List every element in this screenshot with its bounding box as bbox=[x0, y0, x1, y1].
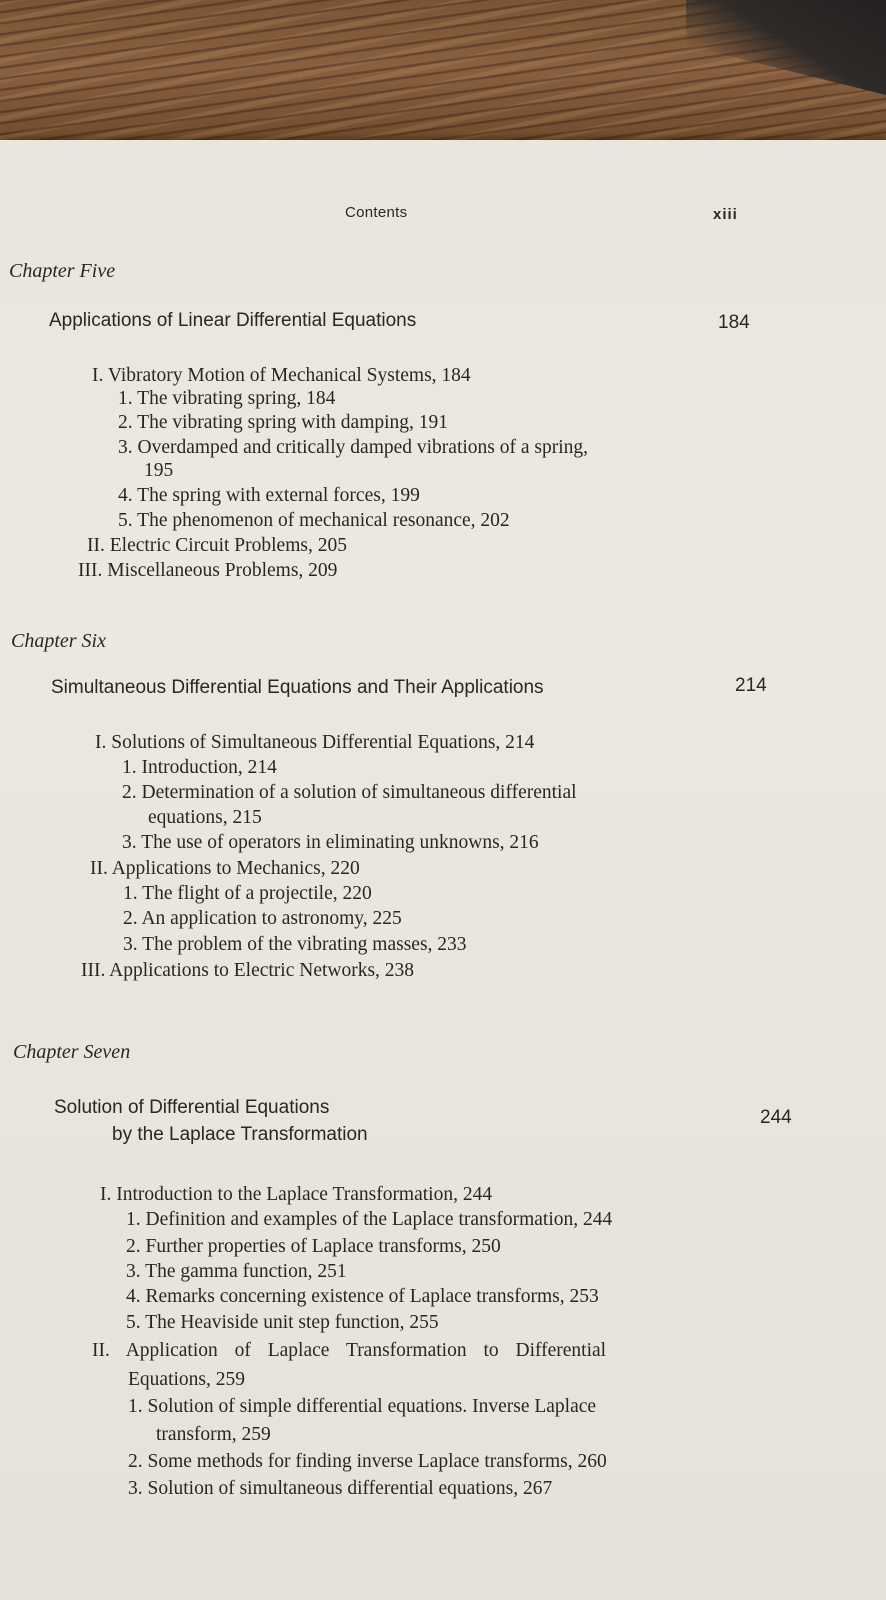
chapter-page-number: 244 bbox=[760, 1107, 792, 1128]
toc-subsection-entry bbox=[118, 510, 510, 532]
entry-text: Introduction, 214 bbox=[141, 757, 277, 778]
entry-numeral: 3. bbox=[118, 437, 133, 458]
toc-subsection-entry bbox=[118, 485, 420, 507]
entry-numeral: 4. bbox=[118, 485, 133, 506]
entry-numeral: 2. bbox=[123, 908, 138, 929]
entry-text: The flight of a projectile, 220 bbox=[142, 883, 372, 904]
entry-text: The vibrating spring with damping, 191 bbox=[137, 412, 449, 433]
toc-subsection-entry bbox=[123, 934, 467, 956]
toc-subsection-entry bbox=[126, 1209, 612, 1231]
entry-text: Electric Circuit Problems, 205 bbox=[109, 535, 347, 556]
entry-numeral: 3. bbox=[128, 1478, 143, 1499]
entry-numeral: 1. bbox=[118, 388, 133, 409]
entry-text: The problem of the vibrating masses, 233 bbox=[142, 934, 467, 955]
toc-subsection-entry bbox=[128, 1451, 607, 1473]
toc-subsection-entry bbox=[128, 1478, 552, 1500]
entry-numeral: 3. bbox=[122, 832, 137, 853]
entry-numeral: 2. bbox=[118, 412, 133, 433]
entry-text: Introduction to the Laplace Transformation, 244 bbox=[116, 1184, 493, 1205]
entry-numeral: II. bbox=[90, 858, 108, 879]
toc-subsection-entry bbox=[128, 1396, 596, 1418]
entry-numeral: 4. bbox=[126, 1286, 141, 1307]
chapter-page-number: 214 bbox=[735, 675, 767, 696]
entry-text: Vibratory Motion of Mechanical Systems, 184 bbox=[107, 365, 471, 386]
toc-section-entry bbox=[87, 535, 347, 557]
entry-numeral: 2. bbox=[128, 1451, 143, 1472]
chapter-label: Chapter Five bbox=[9, 260, 116, 282]
toc-subsection-entry bbox=[126, 1261, 347, 1283]
entry-numeral: 5. bbox=[126, 1312, 141, 1333]
chapter-title: Applications of Linear Differential Equations bbox=[49, 310, 417, 331]
toc-section-entry bbox=[100, 1184, 492, 1206]
entry-text: The gamma function, 251 bbox=[145, 1261, 347, 1282]
entry-text: Solution of simultaneous differential equations, 267 bbox=[147, 1478, 553, 1499]
entry-numeral: 1. bbox=[122, 757, 137, 778]
entry-numeral: I. bbox=[95, 732, 107, 753]
chapter-title: Simultaneous Differential Equations and Their Applications bbox=[51, 677, 544, 698]
toc-entry-continuation: 195 bbox=[144, 460, 174, 481]
toc-entry-continuation: equations, 215 bbox=[148, 807, 262, 828]
entry-numeral: II. bbox=[87, 535, 105, 556]
chapter-page-number: 184 bbox=[718, 312, 750, 333]
entry-text: Definition and examples of the Laplace transformation, 244 bbox=[145, 1209, 613, 1230]
toc-section-entry bbox=[92, 365, 471, 387]
toc-section-entry bbox=[78, 560, 337, 582]
toc-subsection-entry bbox=[122, 832, 539, 854]
entry-text: The phenomenon of mechanical resonance, 202 bbox=[137, 510, 510, 531]
toc-subsection-entry bbox=[122, 757, 277, 779]
entry-text: Further properties of Laplace transforms, 250 bbox=[145, 1236, 501, 1257]
entry-numeral: I. bbox=[100, 1184, 112, 1205]
entry-numeral: III. bbox=[81, 960, 106, 981]
toc-entry-continuation: transform, 259 bbox=[156, 1424, 271, 1445]
entry-text: Miscellaneous Problems, 209 bbox=[107, 560, 338, 581]
entry-text: The Heaviside unit step function, 255 bbox=[145, 1312, 439, 1333]
entry-numeral: 5. bbox=[118, 510, 133, 531]
entry-text: Solution of simple differential equations. Inverse Laplace bbox=[147, 1396, 597, 1417]
entry-numeral: I. bbox=[92, 365, 104, 386]
book-page bbox=[0, 140, 886, 1600]
entry-text: Overdamped and critically damped vibrations of a spring, bbox=[137, 437, 589, 458]
entry-text: Applications to Electric Networks, 238 bbox=[109, 960, 415, 981]
toc-subsection-entry bbox=[118, 412, 448, 434]
entry-numeral: 1. bbox=[126, 1209, 141, 1230]
entry-numeral: III. bbox=[78, 560, 103, 581]
toc-section-entry bbox=[95, 732, 534, 754]
toc-section-entry bbox=[92, 1340, 606, 1362]
toc-subsection-entry bbox=[126, 1312, 439, 1334]
entry-numeral: 2. bbox=[126, 1236, 141, 1257]
toc-section-entry bbox=[90, 858, 360, 880]
entry-text: The spring with external forces, 199 bbox=[137, 485, 420, 506]
entry-text: Determination of a solution of simultaneous differential bbox=[141, 782, 577, 803]
entry-text: The vibrating spring, 184 bbox=[137, 388, 336, 409]
chapter-title-line2: by the Laplace Transformation bbox=[112, 1124, 368, 1145]
toc-entry-continuation: Equations, 259 bbox=[128, 1369, 245, 1390]
entry-numeral: 3. bbox=[126, 1261, 141, 1282]
entry-text: Remarks concerning existence of Laplace transforms, 253 bbox=[145, 1286, 599, 1307]
entry-numeral: 2. bbox=[122, 782, 137, 803]
running-header-title: Contents bbox=[345, 204, 408, 221]
entry-text: Applications to Mechanics, 220 bbox=[111, 858, 360, 879]
toc-subsection-entry bbox=[123, 883, 372, 905]
chapter-label: Chapter Seven bbox=[13, 1041, 131, 1063]
entry-text: The use of operators in eliminating unknowns, 216 bbox=[141, 832, 539, 853]
entry-numeral: 1. bbox=[123, 883, 138, 904]
entry-text: Application of Laplace Transformation to Differential bbox=[125, 1340, 607, 1361]
entry-numeral: II. bbox=[92, 1340, 110, 1361]
toc-subsection-entry bbox=[118, 388, 335, 410]
chapter-title: Solution of Differential Equations bbox=[54, 1097, 330, 1118]
entry-text: An application to astronomy, 225 bbox=[141, 908, 402, 929]
toc-subsection-entry bbox=[126, 1286, 599, 1308]
toc-subsection-entry bbox=[122, 782, 577, 804]
entry-numeral: 3. bbox=[123, 934, 138, 955]
chapter-label: Chapter Six bbox=[11, 630, 106, 652]
toc-subsection-entry bbox=[126, 1236, 501, 1258]
toc-subsection-entry bbox=[118, 437, 588, 459]
toc-section-entry bbox=[81, 960, 414, 982]
entry-text: Some methods for finding inverse Laplace transforms, 260 bbox=[147, 1451, 607, 1472]
running-header-page-number: xiii bbox=[713, 206, 738, 223]
toc-subsection-entry bbox=[123, 908, 402, 930]
entry-text: Solutions of Simultaneous Differential Equations, 214 bbox=[111, 732, 535, 753]
entry-numeral: 1. bbox=[128, 1396, 143, 1417]
